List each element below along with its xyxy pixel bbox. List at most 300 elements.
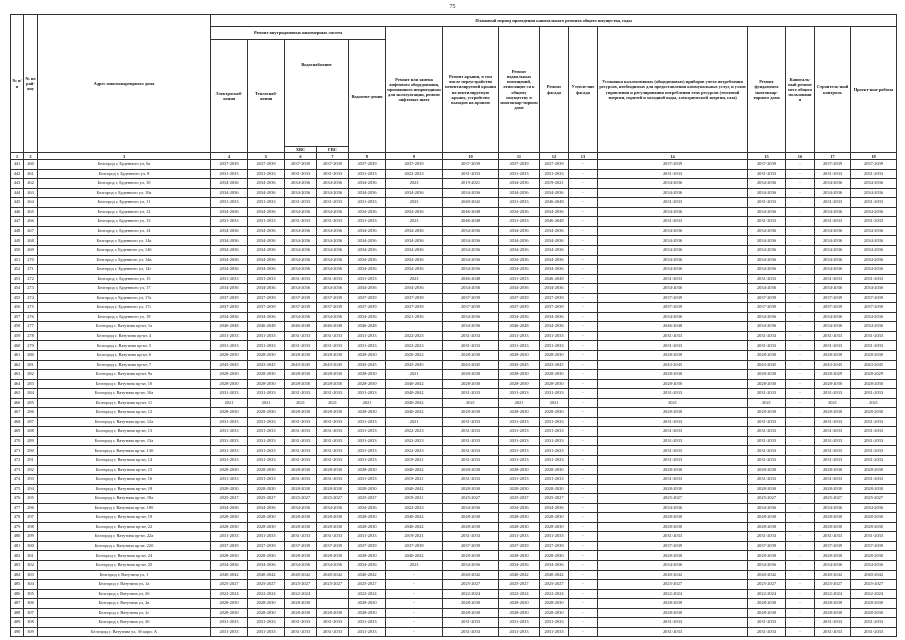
table-cell: 2025-2027 bbox=[285, 580, 317, 590]
table-cell: 2028-2030 bbox=[248, 484, 285, 494]
table-cell: 2028-2030 bbox=[285, 608, 317, 618]
table-cell: 2031-2033 bbox=[499, 618, 540, 628]
table-cell: 2037-2039 bbox=[499, 303, 540, 313]
table-cell: 2028-2030 bbox=[211, 608, 248, 618]
table-cell: 2031-2033 bbox=[748, 169, 786, 179]
table-cell: 2028-2030 bbox=[499, 370, 540, 380]
table-cell: 2028-2030 bbox=[598, 608, 748, 618]
table-cell: 2034-2036 bbox=[317, 561, 349, 571]
table-cell: 2031-2033 bbox=[443, 169, 499, 179]
table-cell: 2034-2036 bbox=[349, 255, 386, 265]
table-cell: 2031-2033 bbox=[851, 198, 897, 208]
table-row bbox=[11, 522, 897, 532]
table-cell: 288 bbox=[24, 427, 38, 437]
table-cell: 2031-2033 bbox=[285, 217, 317, 227]
table-cell: - bbox=[786, 503, 815, 513]
table-cell: 2031-2033 bbox=[499, 331, 540, 341]
table-cell: 2034-2036 bbox=[349, 503, 386, 513]
table-cell: 2028-2030 bbox=[851, 484, 897, 494]
table-cell: 2031-2033 bbox=[349, 341, 386, 351]
table-cell: 2034-2036 bbox=[349, 284, 386, 294]
table-cell: - bbox=[786, 331, 815, 341]
table-cell: 2025-2027 bbox=[211, 494, 248, 504]
table-cell: - bbox=[786, 570, 815, 580]
table-cell: 2037-2039 bbox=[317, 293, 349, 303]
table-row bbox=[11, 265, 897, 275]
table-cell: - bbox=[569, 561, 598, 571]
address-cell: Белгород г, Ватутина ул, 1 bbox=[38, 570, 211, 580]
table-cell: 2034-2036 bbox=[443, 322, 499, 332]
table-cell: 2022-2024 bbox=[598, 589, 748, 599]
table-cell bbox=[386, 322, 443, 332]
table-cell: - bbox=[786, 408, 815, 418]
table-cell: 2022-2024 bbox=[540, 589, 569, 599]
header-facade: Ремонт фасада bbox=[540, 27, 569, 153]
table-cell: 2031-2033 bbox=[851, 618, 897, 628]
table-cell: 2031-2033 bbox=[598, 341, 748, 351]
table-cell: 2031-2033 bbox=[211, 331, 248, 341]
table-cell: - bbox=[786, 599, 815, 609]
table-cell: 2040-2042 bbox=[349, 570, 386, 580]
table-cell: 2031-2033 bbox=[540, 475, 569, 485]
table-cell: 2028-2030 bbox=[851, 351, 897, 361]
table-cell: 2031-2033 bbox=[349, 274, 386, 284]
table-cell: - bbox=[786, 217, 815, 227]
address-cell: Белгород г, Буденного ул, 19 bbox=[38, 312, 211, 322]
header-overhaul: Капиталь-ный ремонт мест общего пользовани я bbox=[786, 27, 815, 153]
table-cell: 2034-2036 bbox=[748, 207, 786, 217]
table-cell: 2031-2033 bbox=[815, 331, 851, 341]
table-cell: 2025-2027 bbox=[851, 580, 897, 590]
table-cell: 2025-2027 bbox=[540, 494, 569, 504]
table-cell: 2034-2036 bbox=[285, 255, 317, 265]
table-cell: 2022-2024 bbox=[443, 589, 499, 599]
table-cell: 2034-2036 bbox=[211, 226, 248, 236]
table-cell: 2028-2030 bbox=[748, 351, 786, 361]
table-cell: 2031-2033 bbox=[211, 274, 248, 284]
table-cell: 2037-2039 bbox=[540, 293, 569, 303]
table-cell: 2040-2042 bbox=[598, 570, 748, 580]
table-row bbox=[11, 599, 897, 609]
address-cell: Белгород г, Ватутина пр-кт, 22а bbox=[38, 532, 211, 542]
table-cell: 2034-2036 bbox=[851, 255, 897, 265]
table-cell: 2034-2036 bbox=[598, 236, 748, 246]
table-cell: 2028-2030 bbox=[317, 513, 349, 523]
header-foundation: Ремонт фундамента многоквар-тирного дома bbox=[748, 27, 786, 153]
table-cell: 2031-2033 bbox=[815, 217, 851, 227]
header-heat: Теплоснаб-жения bbox=[248, 40, 285, 153]
table-cell: 2034-2036 bbox=[317, 188, 349, 198]
table-cell: 2028-2030 bbox=[851, 551, 897, 561]
table-cell: - bbox=[786, 379, 815, 389]
table-row bbox=[11, 398, 897, 408]
table-cell: 2037-2039 bbox=[815, 541, 851, 551]
table-cell: 2037-2039 bbox=[317, 160, 349, 170]
table-cell: - bbox=[569, 389, 598, 399]
table-cell: 2034-2036 bbox=[748, 245, 786, 255]
column-number: 12 bbox=[540, 153, 569, 160]
table-cell: 470 bbox=[11, 436, 24, 446]
table-cell: 2034-2036 bbox=[285, 503, 317, 513]
table-cell: 2025-2027 bbox=[349, 494, 386, 504]
table-cell: 2040-2042 bbox=[443, 198, 499, 208]
table-cell: - bbox=[786, 417, 815, 427]
table-cell: 2031-2033 bbox=[211, 436, 248, 446]
table-cell: 2028-2030 bbox=[317, 370, 349, 380]
table-cell: 2028-2030 bbox=[248, 408, 285, 418]
table-cell: 2031-2033 bbox=[499, 475, 540, 485]
table-cell: 2040-2042 bbox=[285, 570, 317, 580]
table-cell: 2040-2042 bbox=[211, 570, 248, 580]
table-cell: 2031-2033 bbox=[317, 417, 349, 427]
table-cell: - bbox=[786, 389, 815, 399]
table-cell: 2031-2033 bbox=[248, 436, 285, 446]
table-cell: 2028-2030 bbox=[349, 551, 386, 561]
table-cell: 2028-2030 bbox=[349, 484, 386, 494]
table-cell: - bbox=[569, 274, 598, 284]
table-cell: 2031-2033 bbox=[285, 417, 317, 427]
table-cell: 2034-2036 bbox=[248, 284, 285, 294]
table-cell: 2025-2027 bbox=[540, 580, 569, 590]
table-cell: 2025-2027 bbox=[598, 494, 748, 504]
table-cell: 2031-2033 bbox=[748, 198, 786, 208]
table-row bbox=[11, 379, 897, 389]
table-cell: 2031-2033 bbox=[443, 389, 499, 399]
table-cell: - bbox=[786, 226, 815, 236]
table-cell: 2037-2039 bbox=[540, 541, 569, 551]
address-cell: Белгород г, Ватутина ул, 2в bbox=[38, 599, 211, 609]
table-cell: 2034-2036 bbox=[211, 245, 248, 255]
table-cell: - bbox=[569, 465, 598, 475]
table-cell: - bbox=[569, 284, 598, 294]
table-cell: 2028-2030 bbox=[540, 370, 569, 380]
table-cell: 275 bbox=[24, 303, 38, 313]
table-cell: 2031-2033 bbox=[598, 532, 748, 542]
table-cell: 2043-2045 bbox=[349, 360, 386, 370]
table-cell: 2028-2030 bbox=[748, 408, 786, 418]
table-cell: 2031-2033 bbox=[851, 436, 897, 446]
table-cell: 447 bbox=[11, 217, 24, 227]
table-cell: 2022-2024 bbox=[815, 589, 851, 599]
table-cell: 283 bbox=[24, 379, 38, 389]
table-cell: 2031-2033 bbox=[598, 456, 748, 466]
table-cell: 2022-2023 bbox=[386, 427, 443, 437]
table-cell: 2034-2036 bbox=[815, 312, 851, 322]
table-cell: 2031-2033 bbox=[248, 627, 285, 637]
table-cell: 2031-2033 bbox=[748, 627, 786, 637]
table-cell: 2031-2033 bbox=[540, 456, 569, 466]
address-cell: Белгород г, Ватутина пр-кт, 6 bbox=[38, 351, 211, 361]
table-cell: 2034-2036 bbox=[349, 226, 386, 236]
table-row bbox=[11, 207, 897, 217]
table-cell: 2043-2045 bbox=[443, 360, 499, 370]
table-cell: 2021-2036 bbox=[386, 312, 443, 322]
table-cell: 2031-2033 bbox=[317, 198, 349, 208]
table-cell: 2028-2030 bbox=[815, 379, 851, 389]
table-cell: 2031-2033 bbox=[851, 475, 897, 485]
table-row bbox=[11, 188, 897, 198]
table-cell: 2031-2033 bbox=[317, 341, 349, 351]
table-cell: 2031-2033 bbox=[349, 618, 386, 628]
table-cell: 271 bbox=[24, 265, 38, 275]
table-cell: 2031-2033 bbox=[815, 389, 851, 399]
table-cell: - bbox=[569, 408, 598, 418]
table-cell: 462 bbox=[11, 360, 24, 370]
address-cell: Белгород г, Ватутина пр-кт, 10а bbox=[38, 389, 211, 399]
header-control: Строитель-ный контроль bbox=[815, 27, 851, 153]
table-cell: - bbox=[569, 494, 598, 504]
table-cell: 2031-2033 bbox=[598, 331, 748, 341]
table-cell: 2034-2036 bbox=[386, 207, 443, 217]
table-cell: 2037-2039 bbox=[540, 160, 569, 170]
table-cell: 2037-2039 bbox=[386, 303, 443, 313]
address-cell: Белгород г, Буденного ул, 14а bbox=[38, 236, 211, 246]
table-cell: 2031-2033 bbox=[748, 532, 786, 542]
table-row bbox=[11, 427, 897, 437]
table-cell: 2025-2027 bbox=[443, 494, 499, 504]
table-cell: 294 bbox=[24, 484, 38, 494]
table-cell: - bbox=[786, 456, 815, 466]
table-cell: 2037-2039 bbox=[598, 541, 748, 551]
table-cell: 284 bbox=[24, 389, 38, 399]
table-cell: 2023 bbox=[386, 217, 443, 227]
table-cell: 2034-2036 bbox=[211, 236, 248, 246]
table-cell: 2031-2033 bbox=[248, 475, 285, 485]
table-cell: 2034-2036 bbox=[815, 322, 851, 332]
table-cell: 2034-2036 bbox=[540, 284, 569, 294]
table-cell: 2019-2021 bbox=[386, 494, 443, 504]
table-cell: 2034-2036 bbox=[540, 188, 569, 198]
table-row bbox=[11, 446, 897, 456]
table-cell: - bbox=[786, 370, 815, 380]
address-cell: Белгород г, Буденного ул, 17а bbox=[38, 293, 211, 303]
table-cell: 2037-2039 bbox=[815, 293, 851, 303]
table-cell: - bbox=[786, 513, 815, 523]
table-cell: 2034-2036 bbox=[285, 265, 317, 275]
table-cell: 488 bbox=[11, 608, 24, 618]
table-cell: 2037-2039 bbox=[349, 160, 386, 170]
address-cell: Белгород г, Ватутина пр-кт, 24 bbox=[38, 551, 211, 561]
table-cell: 2046-2048 bbox=[349, 322, 386, 332]
table-cell: 2031-2033 bbox=[349, 417, 386, 427]
table-cell: 2034-2036 bbox=[748, 255, 786, 265]
table-cell: 2040-2042 bbox=[540, 570, 569, 580]
table-cell: - bbox=[386, 627, 443, 637]
table-cell: 2022-2024 bbox=[499, 589, 540, 599]
table-cell: 2031-2033 bbox=[349, 198, 386, 208]
table-cell: 2031-2033 bbox=[851, 217, 897, 227]
table-cell: 2034-2036 bbox=[851, 561, 897, 571]
address-cell: Белгород г, Буденного ул, 17г bbox=[38, 303, 211, 313]
table-cell: 2034-2036 bbox=[815, 245, 851, 255]
table-cell: 2034-2036 bbox=[349, 265, 386, 275]
table-cell: 2046-2048 bbox=[211, 322, 248, 332]
table-cell: 2022-2024 bbox=[748, 589, 786, 599]
table-cell: - bbox=[386, 570, 443, 580]
table-cell: 291 bbox=[24, 456, 38, 466]
capital-repair-table bbox=[10, 14, 897, 637]
table-cell: 2021 bbox=[598, 398, 748, 408]
table-cell: 2034-2036 bbox=[499, 207, 540, 217]
table-cell: 2031-2033 bbox=[285, 389, 317, 399]
table-cell: - bbox=[786, 484, 815, 494]
table-cell: 2037-2039 bbox=[248, 293, 285, 303]
table-cell: 2028-2030 bbox=[499, 513, 540, 523]
table-cell: 2028-2030 bbox=[285, 465, 317, 475]
table-cell: 2023 bbox=[386, 198, 443, 208]
table-cell: 2028-2030 bbox=[349, 370, 386, 380]
table-cell: 2034-2036 bbox=[211, 188, 248, 198]
table-cell: 2028-2030 bbox=[499, 599, 540, 609]
table-cell: 459 bbox=[11, 331, 24, 341]
table-cell: 2021 bbox=[748, 398, 786, 408]
table-cell: 2037-2039 bbox=[285, 541, 317, 551]
table-cell: 303 bbox=[24, 570, 38, 580]
table-cell: 2046-2048 bbox=[443, 274, 499, 284]
table-cell: 471 bbox=[11, 446, 24, 456]
table-cell: 2034-2036 bbox=[386, 255, 443, 265]
table-cell: 2031-2033 bbox=[248, 427, 285, 437]
table-cell: 2028-2030 bbox=[540, 522, 569, 532]
table-cell: 490 bbox=[11, 627, 24, 637]
table-cell: 2043-2045 bbox=[317, 360, 349, 370]
table-cell: 2028-2030 bbox=[248, 608, 285, 618]
table-cell: 2022-2023 bbox=[386, 331, 443, 341]
table-cell: - bbox=[569, 484, 598, 494]
table-cell: 2028-2030 bbox=[815, 608, 851, 618]
table-cell: 466 bbox=[11, 398, 24, 408]
table-row bbox=[11, 513, 897, 523]
table-cell: 2031-2033 bbox=[443, 436, 499, 446]
table-cell: 2025-2027 bbox=[815, 494, 851, 504]
column-number: 15 bbox=[748, 153, 786, 160]
table-cell: 2031-2033 bbox=[540, 169, 569, 179]
table-cell: 475 bbox=[11, 484, 24, 494]
table-row bbox=[11, 532, 897, 542]
table-cell: 2028-2030 bbox=[317, 522, 349, 532]
table-cell: 2021 bbox=[443, 398, 499, 408]
table-cell: 2034-2036 bbox=[815, 207, 851, 217]
table-cell: 272 bbox=[24, 274, 38, 284]
header-design: Проект-ные работы bbox=[851, 27, 897, 153]
address-cell: Белгород г, Ватутина пр-кт, 12 bbox=[38, 408, 211, 418]
table-cell: 478 bbox=[11, 513, 24, 523]
table-cell: 2034-2036 bbox=[748, 188, 786, 198]
table-cell: 2028-2030 bbox=[598, 465, 748, 475]
table-cell: 2037-2039 bbox=[317, 303, 349, 313]
table-cell: 2031-2033 bbox=[285, 532, 317, 542]
table-cell: 2031-2033 bbox=[598, 427, 748, 437]
table-cell: 2031-2033 bbox=[443, 446, 499, 456]
table-cell: 2034-2036 bbox=[748, 265, 786, 275]
table-cell: 2034-2036 bbox=[211, 561, 248, 571]
address-cell: Белгород г, Буденного ул, 10 bbox=[38, 179, 211, 189]
table-cell: 2019-2021 bbox=[386, 532, 443, 542]
table-cell: 2034-2036 bbox=[499, 226, 540, 236]
column-number: 18 bbox=[851, 153, 897, 160]
table-cell: - bbox=[569, 436, 598, 446]
table-row bbox=[11, 255, 897, 265]
table-cell: 2034-2036 bbox=[248, 226, 285, 236]
table-row bbox=[11, 436, 897, 446]
table-cell: - bbox=[569, 351, 598, 361]
table-cell: 2034-2036 bbox=[443, 503, 499, 513]
table-row bbox=[11, 494, 897, 504]
table-cell: 487 bbox=[11, 599, 24, 609]
table-row bbox=[11, 589, 897, 599]
column-number: 2 bbox=[24, 153, 38, 160]
table-cell: 2025-2027 bbox=[248, 494, 285, 504]
table-cell: 2028-2030 bbox=[748, 484, 786, 494]
table-cell: 2028-2030 bbox=[285, 599, 317, 609]
table-row bbox=[11, 417, 897, 427]
table-cell: 2031-2033 bbox=[851, 169, 897, 179]
table-cell: 2025-2027 bbox=[211, 580, 248, 590]
table-cell: - bbox=[569, 179, 598, 189]
table-cell: 2031-2033 bbox=[815, 341, 851, 351]
table-cell: 2028-2030 bbox=[499, 551, 540, 561]
table-cell: 2034-2036 bbox=[851, 188, 897, 198]
table-cell: 295 bbox=[24, 494, 38, 504]
table-cell: 2037-2039 bbox=[248, 303, 285, 313]
table-cell: 2034-2036 bbox=[540, 561, 569, 571]
table-cell: - bbox=[786, 618, 815, 628]
table-cell: 2043-2045 bbox=[540, 360, 569, 370]
address-cell: Белгород г, Ватутина ул, 1а bbox=[38, 580, 211, 590]
table-cell: 2031-2033 bbox=[499, 198, 540, 208]
table-cell: 2043-2045 bbox=[248, 360, 285, 370]
table-cell: 2025-2027 bbox=[851, 494, 897, 504]
table-cell: 299 bbox=[24, 532, 38, 542]
table-cell: 2031-2033 bbox=[317, 331, 349, 341]
table-cell: 2025-2027 bbox=[317, 580, 349, 590]
table-cell: 2031-2033 bbox=[211, 627, 248, 637]
table-cell: 2031-2033 bbox=[349, 627, 386, 637]
table-cell: 2031-2033 bbox=[248, 217, 285, 227]
table-cell: 2034-2036 bbox=[248, 265, 285, 275]
table-cell: 2031-2033 bbox=[285, 331, 317, 341]
table-cell: - bbox=[786, 236, 815, 246]
table-cell: 2028-2030 bbox=[540, 351, 569, 361]
column-number: 11 bbox=[499, 153, 540, 160]
header-plan-title: Плановый период проведения капитального ремонта общего имущества, годы bbox=[211, 15, 897, 27]
address-cell: Белгород г, Ватутина пр-кт, 13б bbox=[38, 446, 211, 456]
table-cell: - bbox=[569, 188, 598, 198]
table-row bbox=[11, 627, 897, 637]
table-cell: 2028-2030 bbox=[815, 408, 851, 418]
address-cell: Белгород г, Ватутина пр-кт, 18 bbox=[38, 484, 211, 494]
table-cell: 2031-2033 bbox=[499, 446, 540, 456]
table-cell: 2021 bbox=[248, 398, 285, 408]
table-cell: 2037-2039 bbox=[211, 541, 248, 551]
table-cell: 448 bbox=[11, 226, 24, 236]
table-cell: 304 bbox=[24, 580, 38, 590]
table-cell: 2028-2030 bbox=[285, 379, 317, 389]
table-cell: 2031-2033 bbox=[285, 627, 317, 637]
table-cell: 293 bbox=[24, 475, 38, 485]
table-cell: 452 bbox=[11, 265, 24, 275]
table-cell: - bbox=[569, 217, 598, 227]
table-cell: 2034-2036 bbox=[443, 236, 499, 246]
table-cell: 2028-2030 bbox=[540, 513, 569, 523]
table-cell: 441 bbox=[11, 160, 24, 170]
table-cell: - bbox=[569, 360, 598, 370]
table-cell: 2031-2033 bbox=[815, 532, 851, 542]
table-row bbox=[11, 284, 897, 294]
table-cell: 2040-2042 bbox=[386, 484, 443, 494]
table-cell: 2034-2036 bbox=[815, 226, 851, 236]
table-cell: - bbox=[569, 522, 598, 532]
